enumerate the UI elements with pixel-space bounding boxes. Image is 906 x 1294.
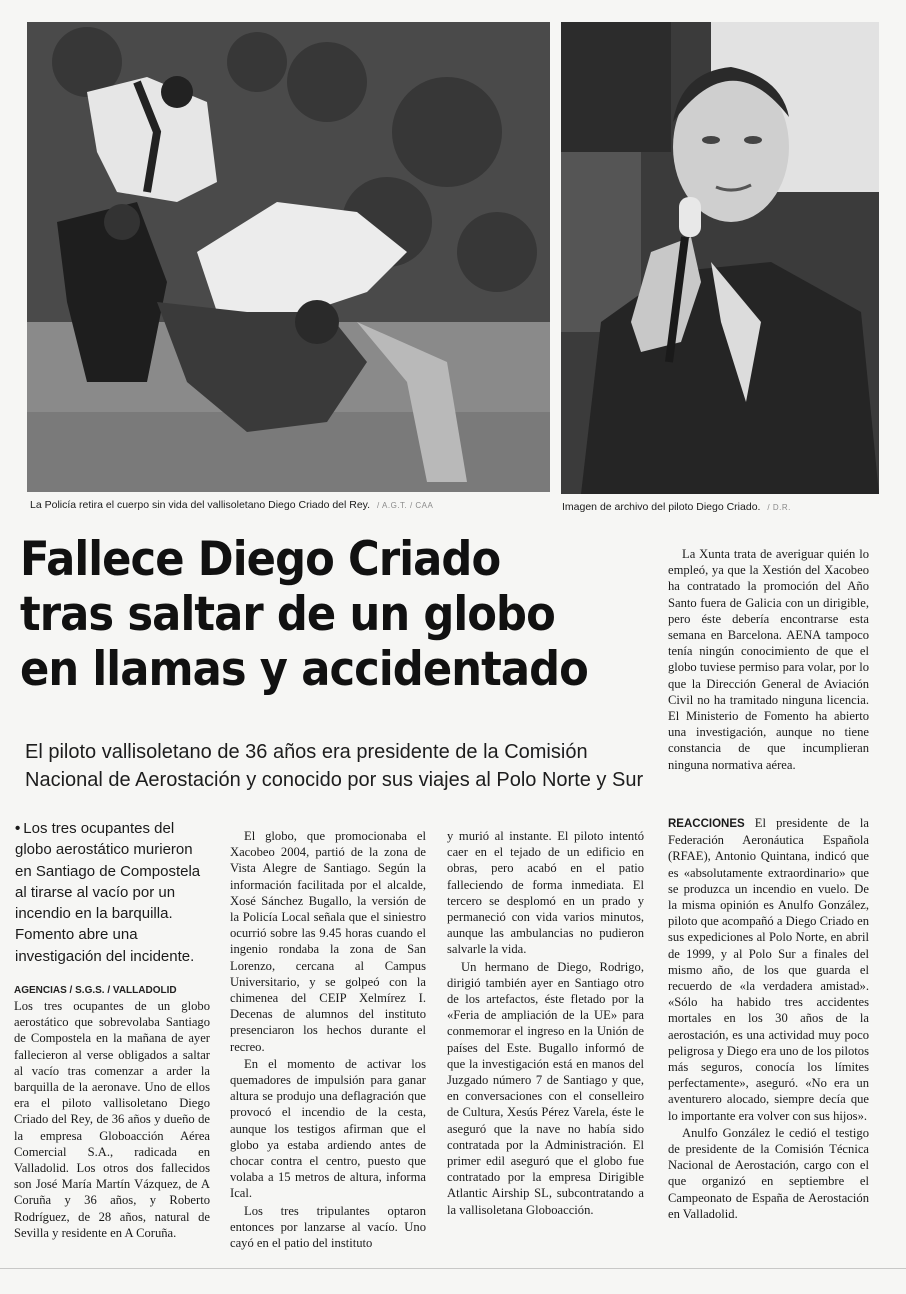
column3-paragraph: Un hermano de Diego, Rodrigo, dirigió también ayer en Santiago otro de los artefactos, éste fletado por la «Feria de ampliación de la UE» para conmemorar el ingreso en la Unión de países del Este. Bugallo informó de que la investigación está en manos del Juzgado número 7 de Santiago y que, en conversaciones con el conselleiro de Cultura, Xesús Pérez Varela, éste le aseguró que la nave no había sido contratada por la Administración. El primer edil aseguró que el globo fue contratado por la empresa Dirigible Atlantic Airship SL, subcontratando a la vallisoletana Globoacción. — [447, 959, 644, 1217]
photo2-caption-text: Imagen de archivo del piloto Diego Criado. — [562, 501, 761, 513]
reactions-text: El presidente de la Federación Aeronáutica Española (RFAE), Antonio Quintana, indicó que es «absolutamente extraordinario» que se produzca un incendio en vuelo. De la misma opinión es Anulfo González, piloto que acompañó a Diego Criado en sus expediciones al Polo Norte, en abril de 1999, y al Polo Sur a finales del mismo año, de los que guarda el recuerdo de «la verdadera amistad». «Sólo ha habido tres accidentes mortales en los 30 años de la aerostación, es una actividad muy poco peligrosa y Diego era uno de los pilotos más seguros, conocía los límites perfectamente», aseguró. «No era un aventurero alocado, siempre decía que lo importante era volver con sus hijos». — [668, 816, 869, 1123]
column4-top-paragraph: La Xunta trata de averiguar quién lo empleó, ya que la Xestión del Xacobeo ha contratado la promoción del Año Santo fuera de Galicia con un dirigible, pero éste debería encontrarse esta semana en Barcelona. AENA tampoco tenía ningún conocimiento de que el globo tuviese permiso para volar, por lo que la Dirección General de Aviación Civil no ha tramitado ninguna licencia. El Ministerio de Fomento ha abierto una investigación, aunque no tiene constancia de que incumplieran ninguna normativa aérea. — [668, 547, 869, 772]
lead-bullet: • — [15, 820, 21, 837]
column2-paragraph: El globo, que promocionaba el Xacobeo 2004, partió de la zona de Vista Alegre de Santiago. Según la información facilitada por el alcalde, Xosé Sánchez Bugallo, la versión de la Policía Local señala que el siniestro ocurrió sobre las 9.45 horas cuando el ingenio rondaba la zona de San Lorenzo, cercana al Campus Universitario, y se golpeó con la chimenea del CEIP Xelmírez I. Decenas de alumnos del instituto presenciaron los hechos durante el recreo. — [230, 829, 426, 1054]
column3-paragraph: y murió al instante. El piloto intentó caer en el tejado de un edificio en obras, pero acabó en el patio falleciendo de forma inmediata. El tercero se desplomó en un prado y permaneció con vida varios minutos, aunque las ambulancias no pudieron salvarle la vida. — [447, 829, 644, 957]
photo-pilot-image — [561, 22, 879, 494]
headline — [20, 532, 609, 697]
headline-line3: en llamas y accidentado — [20, 642, 588, 697]
subtitle-line1: El piloto vallisoletano de 36 años era presidente de la Comisión — [25, 741, 588, 763]
article-column-3 — [447, 828, 644, 1218]
photo2-caption — [562, 501, 791, 513]
photo-pilot-portrait — [561, 22, 879, 494]
headline-line2: tras saltar de un globo — [20, 587, 555, 642]
photo-police-scene-image — [27, 22, 550, 492]
subtitle — [25, 738, 685, 794]
lead-text: Los tres ocupantes del globo aerostático murieron en Santiago de Compostela al tirarse al vacío por un incendio en la barquilla. Fomento abre una investigación del incidente. — [15, 820, 201, 965]
column2-paragraph: En el momento de activar los quemadores de impulsión para ganar altura se produjo una deflagración que provocó el incendio de la cesta, aunque los testigos afirman que el globo ya estaba ardiendo antes de chocar contra el centro, puesto que volaba a 15 metros de altura, informa Ical. — [230, 1056, 426, 1201]
article-column-2 — [230, 828, 426, 1251]
headline-line1: Fallece Diego Criado — [20, 532, 501, 587]
photo1-caption-text: La Policía retira el cuerpo sin vida del vallisoletano Diego Criado del Rey. — [30, 499, 371, 511]
reactions-paragraph — [668, 815, 869, 1124]
byline: AGENCIAS / S.G.S. / VALLADOLID — [14, 985, 177, 996]
article-column-1 — [14, 998, 210, 1241]
photo2-credit: / D.R. — [767, 503, 791, 512]
lead-summary — [15, 818, 205, 967]
bottom-fold-line — [0, 1268, 906, 1269]
article-column-4-top — [668, 546, 869, 773]
photo1-credit: / A.G.T. / CAA — [377, 501, 434, 510]
article-column-4-bottom — [668, 815, 869, 1222]
photo1-caption — [30, 499, 433, 511]
reactions-lead-in: REACCIONES — [668, 818, 745, 830]
subtitle-line2: Nacional de Aerostación y conocido por sus viajes al Polo Norte y Sur — [25, 769, 644, 791]
column1-paragraph: Los tres ocupantes de un globo aerostático que sobrevolaba Santiago de Compostela en la mañana de ayer fallecieron al verse obligados a saltar al vacío tras comenzar a arder la barquilla de la aeronave. Uno de ellos era el piloto vallisoletano Diego Criado del Rey, de 36 años y dueño de la empresa Globoacción Aérea Comercial S.A., radicada en Valladolid. Los otros dos fallecidos son José María Martín Vázquez, de A Coruña y 36 años, y Roberto Rodríguez, de 28 años, natural de Sevilla y residente en A Coruña. — [14, 999, 210, 1240]
photo-police-removing-body — [27, 22, 550, 492]
column2-paragraph: Los tres tripulantes optaron entonces por lanzarse al vacío. Uno cayó en el patio del instituto — [230, 1203, 426, 1251]
column4-bottom-paragraph: Anulfo González le cedió el testigo de presidente de la Comisión Técnica Nacional de Aerostación, cargo con el que organizó en septiembre el Campeonato de España de Aerostación en Valladolid. — [668, 1125, 869, 1221]
